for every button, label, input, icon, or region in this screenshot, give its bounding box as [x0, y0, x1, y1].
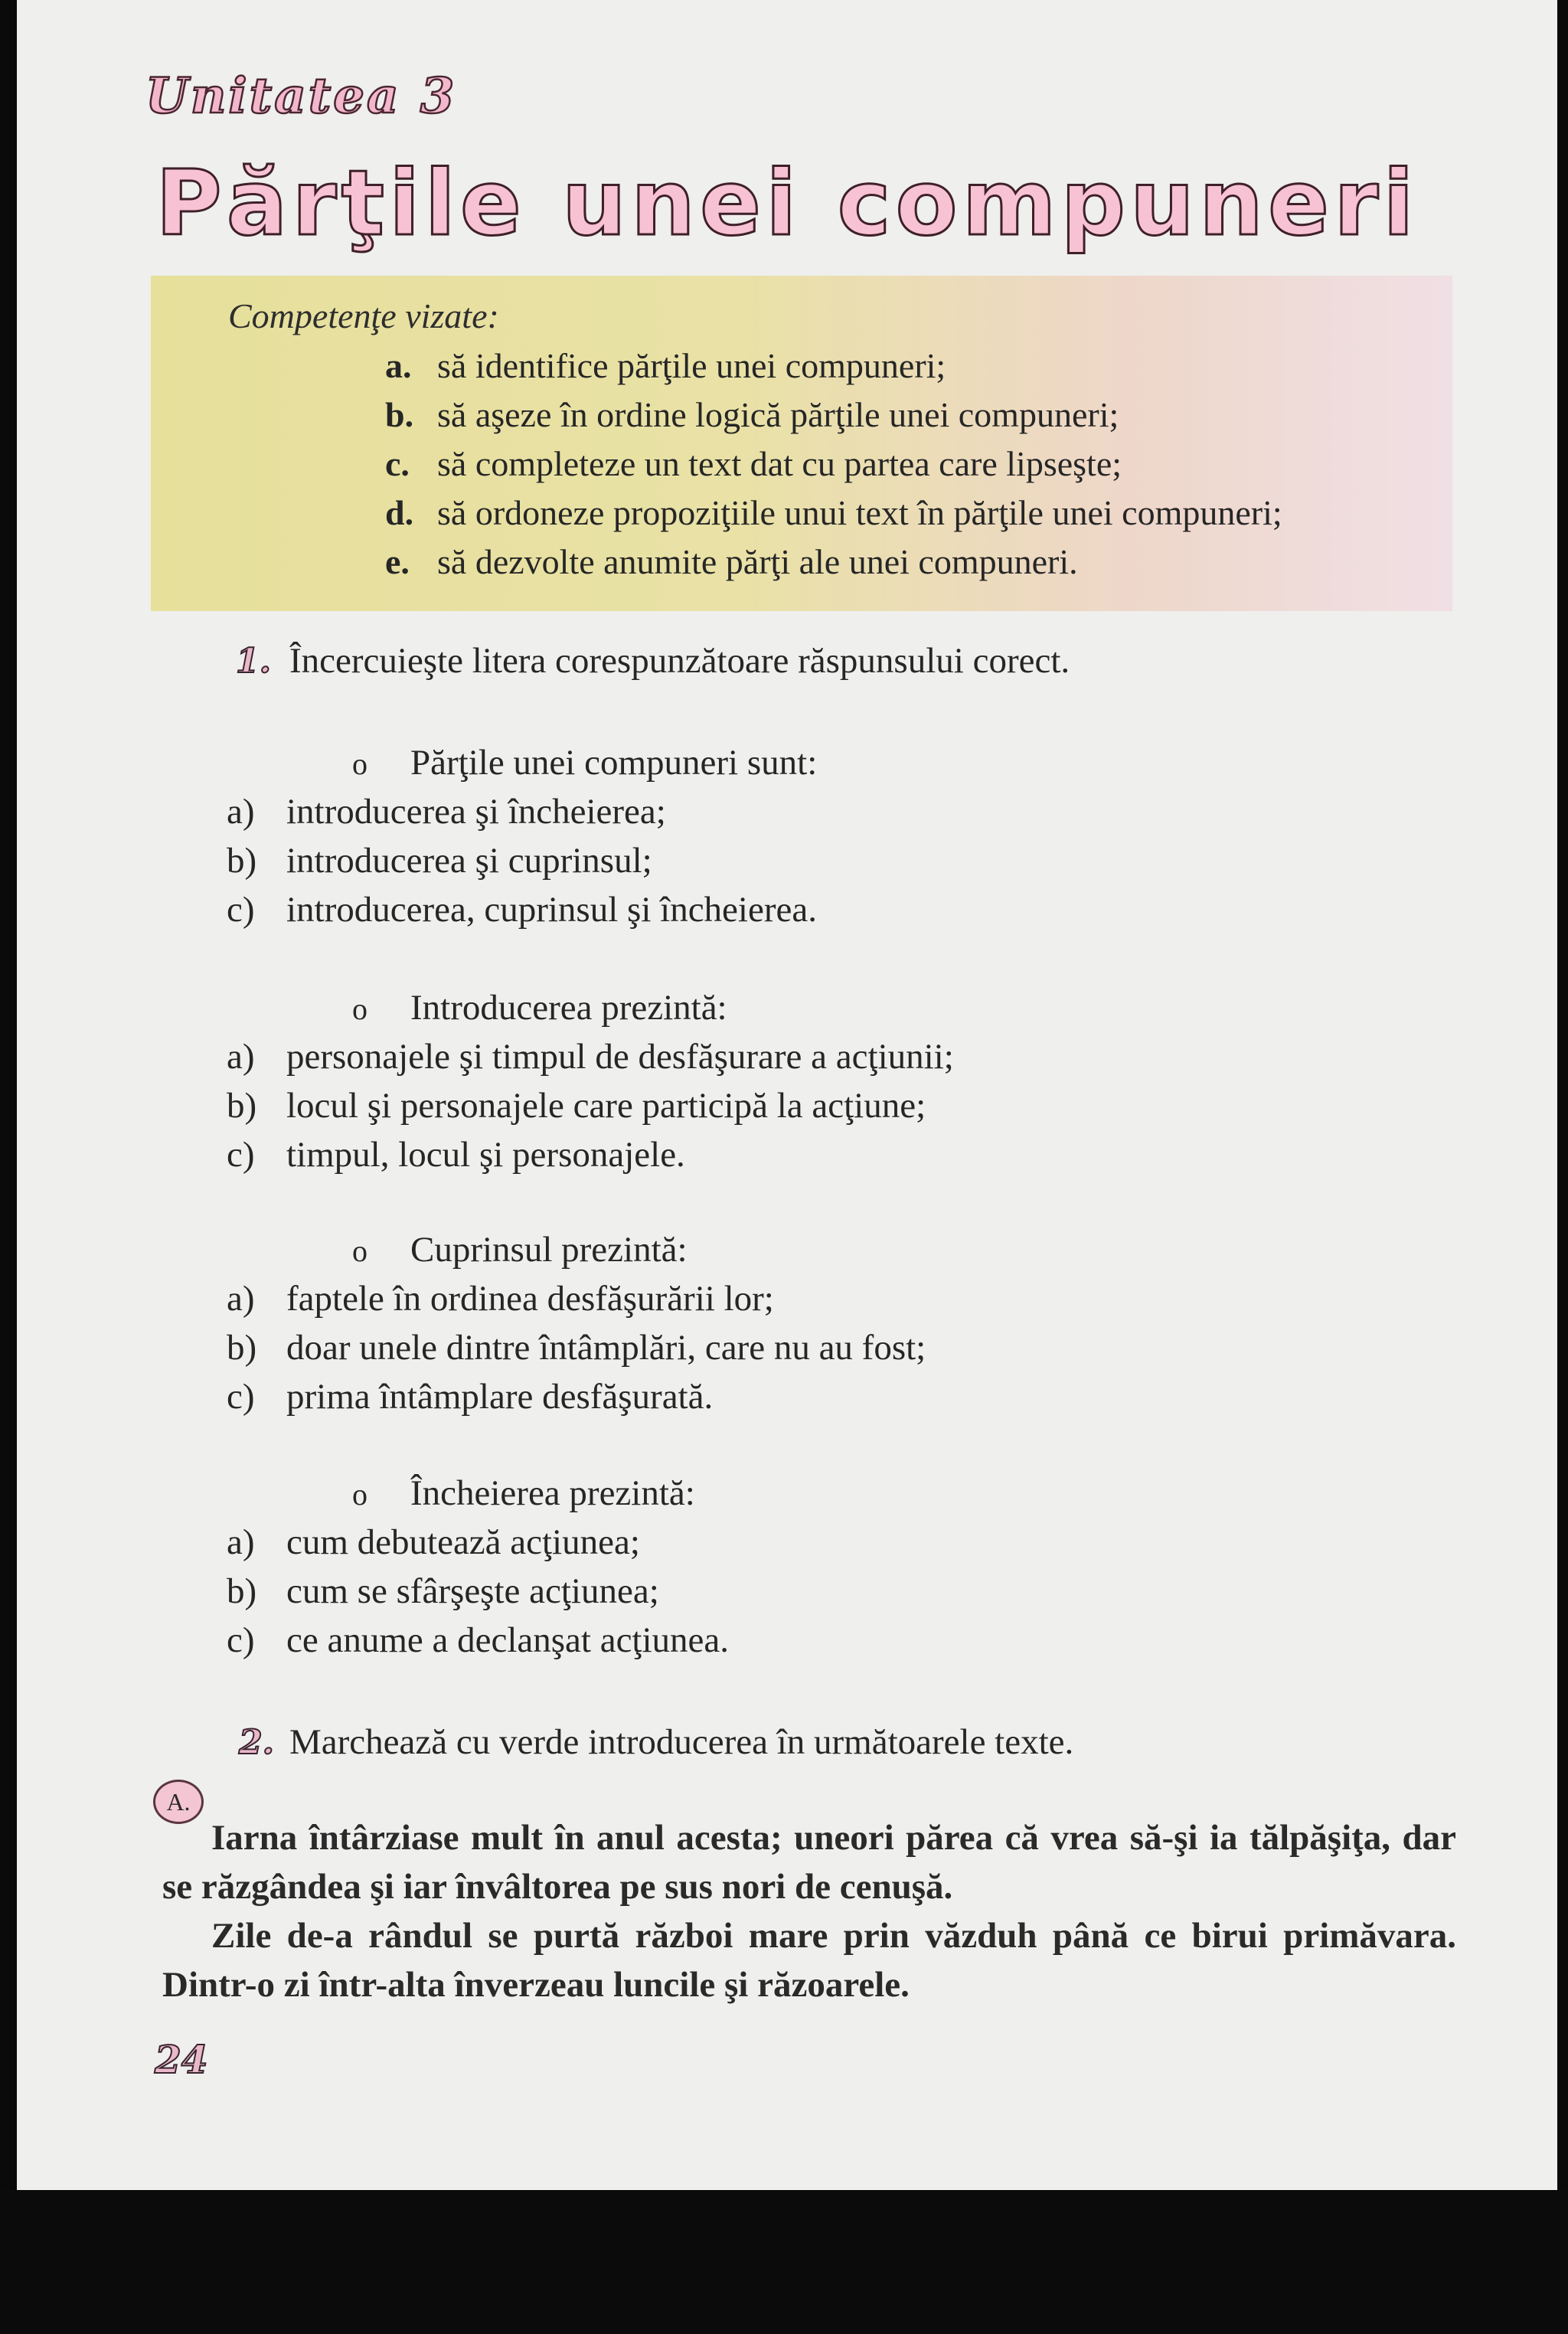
exercise-2-instruction: Marchează cu verde introducerea în următoarele texte. [289, 1722, 1074, 1762]
answer-option[interactable] [227, 787, 1298, 836]
text-a[interactable] [162, 1813, 1456, 2009]
option-letter[interactable]: c) [227, 1135, 255, 1175]
option-text: doar unele dintre întâmplări, care nu au fost; [286, 1328, 926, 1368]
answer-option[interactable] [227, 1323, 1298, 1372]
option-letter[interactable]: b) [227, 1086, 257, 1126]
question-stem [227, 1225, 1298, 1274]
competences-list [385, 342, 1282, 587]
option-letter[interactable]: a) [227, 792, 255, 832]
answer-option[interactable] [227, 1130, 1298, 1179]
answer-option[interactable] [227, 885, 1298, 934]
option-letter[interactable]: b) [227, 841, 257, 881]
competence-item [385, 391, 1282, 440]
answer-option[interactable] [227, 836, 1298, 885]
option-text: introducerea şi încheierea; [286, 792, 666, 832]
question-block [227, 983, 1298, 1179]
page-number: 24 [155, 2037, 208, 2082]
option-letter[interactable]: c) [227, 1620, 255, 1660]
option-letter[interactable]: c) [227, 1377, 255, 1417]
exercise-1-instruction: Încercuieşte litera corespunzătoare răspunsului corect. [289, 641, 1070, 681]
question-stem [227, 1469, 1298, 1518]
textbook-page [17, 0, 1557, 2190]
text-a-paragraph-1[interactable]: Iarna întârziase mult în anul acesta; uneori părea că vrea să-şi ia tălpăşiţa, dar se răzgândea şi iar învâltorea pe sus nori de cenuşă. [162, 1818, 1456, 1907]
question-text: Introducerea prezintă: [410, 988, 727, 1028]
competence-letter: b. [385, 395, 414, 434]
competence-letter: d. [385, 493, 414, 532]
answer-option[interactable] [227, 1567, 1298, 1616]
exercise-2-number: 2. [239, 1723, 274, 1762]
answer-option[interactable] [227, 1032, 1298, 1081]
question-block [227, 738, 1298, 934]
option-letter[interactable]: b) [227, 1328, 257, 1368]
competence-item [385, 440, 1282, 489]
competence-letter: e. [385, 542, 410, 581]
text-a-paragraph-2[interactable]: Zile de-a rândul se purtă război mare prin văzduh până ce birui primăvara. Dintr-o zi într-alta înverzeau luncile şi răzoarele. [162, 1916, 1456, 2005]
option-text: cum se sfârşeşte acţiunea; [286, 1571, 659, 1611]
option-text: timpul, locul şi personajele. [286, 1135, 685, 1175]
option-text: faptele în ordinea desfăşurării lor; [286, 1279, 774, 1319]
text-a-badge: A. [153, 1780, 204, 1824]
competence-text: să identifice părţile unei compuneri; [437, 346, 946, 385]
question-block [227, 1225, 1298, 1421]
option-letter[interactable]: c) [227, 890, 255, 930]
option-letter[interactable]: a) [227, 1522, 255, 1562]
competences-heading: Competenţe vizate: [228, 296, 499, 335]
bullet-icon: o [352, 1477, 368, 1512]
competence-item [385, 538, 1282, 587]
bullet-icon: o [352, 747, 368, 781]
answer-option[interactable] [227, 1274, 1298, 1323]
answer-option[interactable] [227, 1616, 1298, 1665]
question-text: Părţile unei compuneri sunt: [410, 743, 818, 783]
option-text: ce anume a declanşat acţiunea. [286, 1620, 730, 1660]
answer-option[interactable] [227, 1518, 1298, 1567]
competence-letter: a. [385, 346, 412, 385]
competence-text: să dezvolte anumite părţi ale unei compuneri. [437, 542, 1078, 581]
option-text: prima întâmplare desfăşurată. [286, 1377, 714, 1417]
option-text: personajele şi timpul de desfăşurare a acţiunii; [286, 1037, 954, 1077]
option-letter[interactable]: a) [227, 1037, 255, 1077]
competence-text: să completeze un text dat cu partea care lipseşte; [437, 444, 1122, 483]
page-title: Părţile unei compuneri [155, 150, 1419, 256]
answer-option[interactable] [227, 1081, 1298, 1130]
competence-text: să ordoneze propoziţiile unui text în părţile unei compuneri; [437, 493, 1282, 532]
unit-label: Unitatea 3 [145, 67, 457, 125]
answer-option[interactable] [227, 1372, 1298, 1421]
question-stem [227, 738, 1298, 787]
competence-item [385, 342, 1282, 391]
competences-box [151, 276, 1452, 611]
option-text: introducerea şi cuprinsul; [286, 841, 652, 881]
competence-item [385, 489, 1282, 538]
bullet-icon: o [352, 992, 368, 1026]
competence-text: să aşeze în ordine logică părţile unei compuneri; [437, 395, 1119, 434]
exercise-1-number: 1. [236, 642, 271, 681]
competence-letter: c. [385, 444, 410, 483]
question-stem [227, 983, 1298, 1032]
option-letter[interactable]: b) [227, 1571, 257, 1611]
option-letter[interactable]: a) [227, 1279, 255, 1319]
bullet-icon: o [352, 1234, 368, 1268]
question-block [227, 1469, 1298, 1665]
option-text: locul şi personajele care participă la acţiune; [286, 1086, 926, 1126]
question-text: Încheierea prezintă: [410, 1473, 695, 1513]
scan-border-bottom [0, 2190, 1568, 2334]
option-text: cum debutează acţiunea; [286, 1522, 640, 1562]
question-text: Cuprinsul prezintă: [410, 1230, 688, 1270]
option-text: introducerea, cuprinsul şi încheierea. [286, 890, 817, 930]
